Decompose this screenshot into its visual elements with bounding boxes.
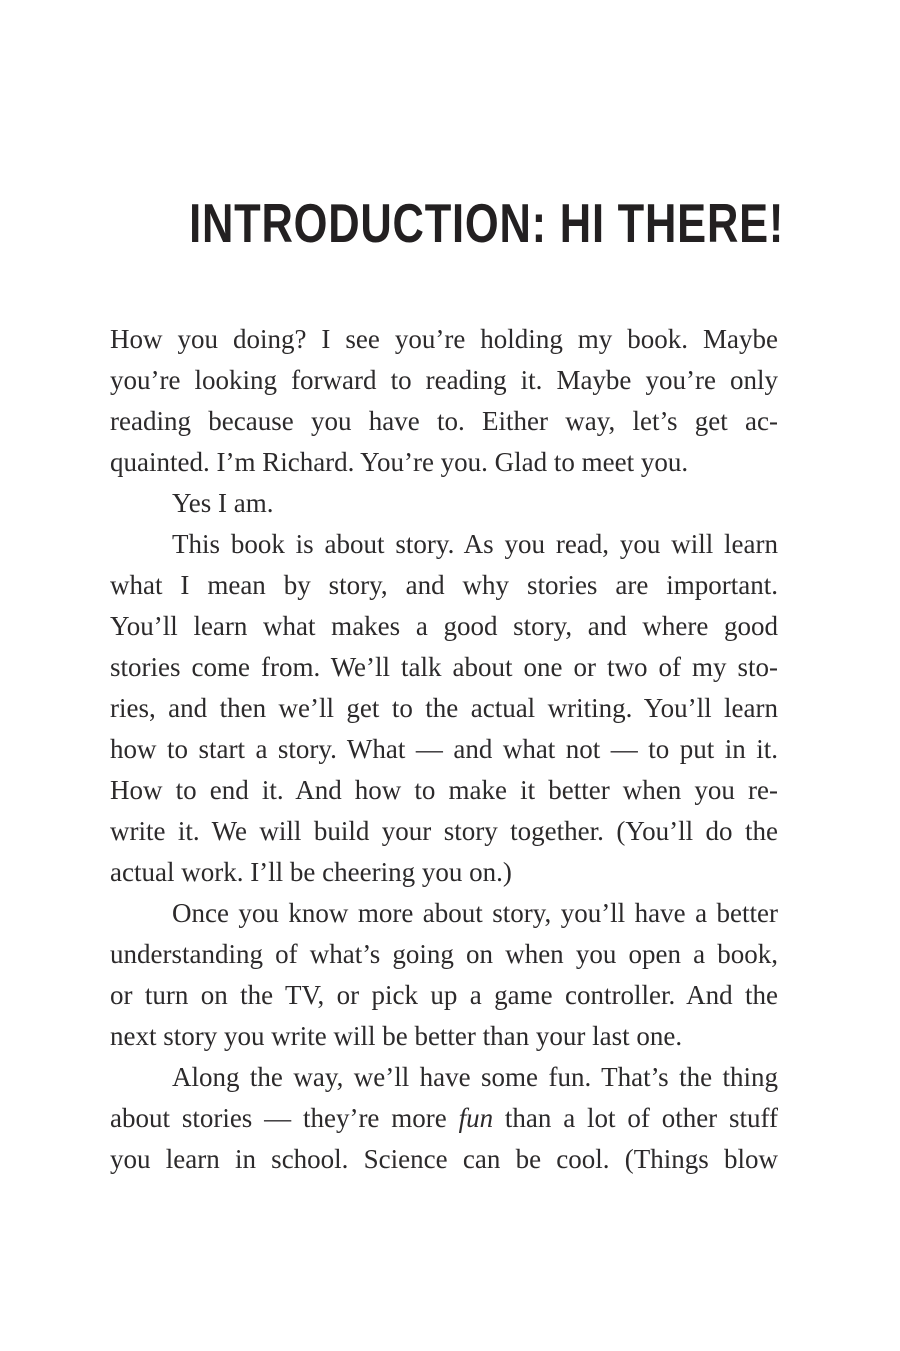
text-line xyxy=(110,442,778,483)
text-segment: How you doing? I see you’re holding my book. Maybe xyxy=(110,324,778,354)
text-line xyxy=(110,729,778,770)
paragraph xyxy=(110,319,778,483)
text-line xyxy=(110,524,778,565)
text-segment: than a lot of other stuff xyxy=(493,1103,778,1133)
text-segment: ries, and then we’ll get to the actual writing. You’ll learn xyxy=(110,693,778,723)
text-segment: you learn in school. Science can be cool. (Things blow xyxy=(110,1144,778,1174)
chapter-title-container xyxy=(110,192,785,254)
text-segment: reading because you have to. Either way, let’s get ac- xyxy=(110,406,778,436)
text-line xyxy=(110,1139,778,1180)
text-segment: what I mean by story, and why stories are important. xyxy=(110,570,778,600)
text-line xyxy=(110,852,778,893)
text-segment: understanding of what’s going on when you open a book, xyxy=(110,939,778,969)
text-line xyxy=(110,975,778,1016)
text-line xyxy=(110,401,778,442)
text-line xyxy=(110,565,778,606)
paragraph xyxy=(110,524,778,893)
text-segment: quainted. I’m Richard. You’re you. Glad to meet you. xyxy=(110,447,689,477)
text-segment: Once you know more about story, you’ll have a better xyxy=(172,898,778,928)
italic-text: fun xyxy=(458,1103,494,1133)
text-line xyxy=(110,606,778,647)
text-line xyxy=(110,688,778,729)
text-segment: or turn on the TV, or pick up a game controller. And the xyxy=(110,980,778,1010)
text-line xyxy=(110,770,778,811)
text-line xyxy=(110,811,778,852)
chapter-title: INTRODUCTION: HI THERE! xyxy=(189,192,785,254)
text-segment: stories come from. We’ll talk about one or two of my sto- xyxy=(110,652,778,682)
text-segment: you’re looking forward to reading it. Maybe you’re only xyxy=(110,365,778,395)
text-segment: next story you write will be better than your last one. xyxy=(110,1021,683,1051)
text-segment: Along the way, we’ll have some fun. That’s the thing xyxy=(172,1062,778,1092)
text-segment: How to end it. And how to make it better when you re- xyxy=(110,775,778,805)
text-segment: write it. We will build your story together. (You’ll do the xyxy=(110,816,778,846)
paragraph xyxy=(110,1057,778,1180)
text-line xyxy=(110,893,778,934)
text-line xyxy=(110,483,778,524)
text-line xyxy=(110,1016,778,1057)
body-text xyxy=(110,319,778,1180)
text-segment: actual work. I’ll be cheering you on.) xyxy=(110,857,512,887)
text-segment: This book is about story. As you read, you will learn xyxy=(172,529,778,559)
text-segment: about stories — they’re more xyxy=(110,1103,459,1133)
text-line xyxy=(110,360,778,401)
text-line xyxy=(110,934,778,975)
text-segment: Yes I am. xyxy=(172,488,274,518)
paragraph xyxy=(110,483,778,524)
text-segment: You’ll learn what makes a good story, and where good xyxy=(110,611,778,641)
text-segment: how to start a story. What — and what not — to put in it. xyxy=(110,734,778,764)
text-line xyxy=(110,1098,778,1139)
text-line xyxy=(110,647,778,688)
text-line xyxy=(110,1057,778,1098)
text-line xyxy=(110,319,778,360)
paragraph xyxy=(110,893,778,1057)
